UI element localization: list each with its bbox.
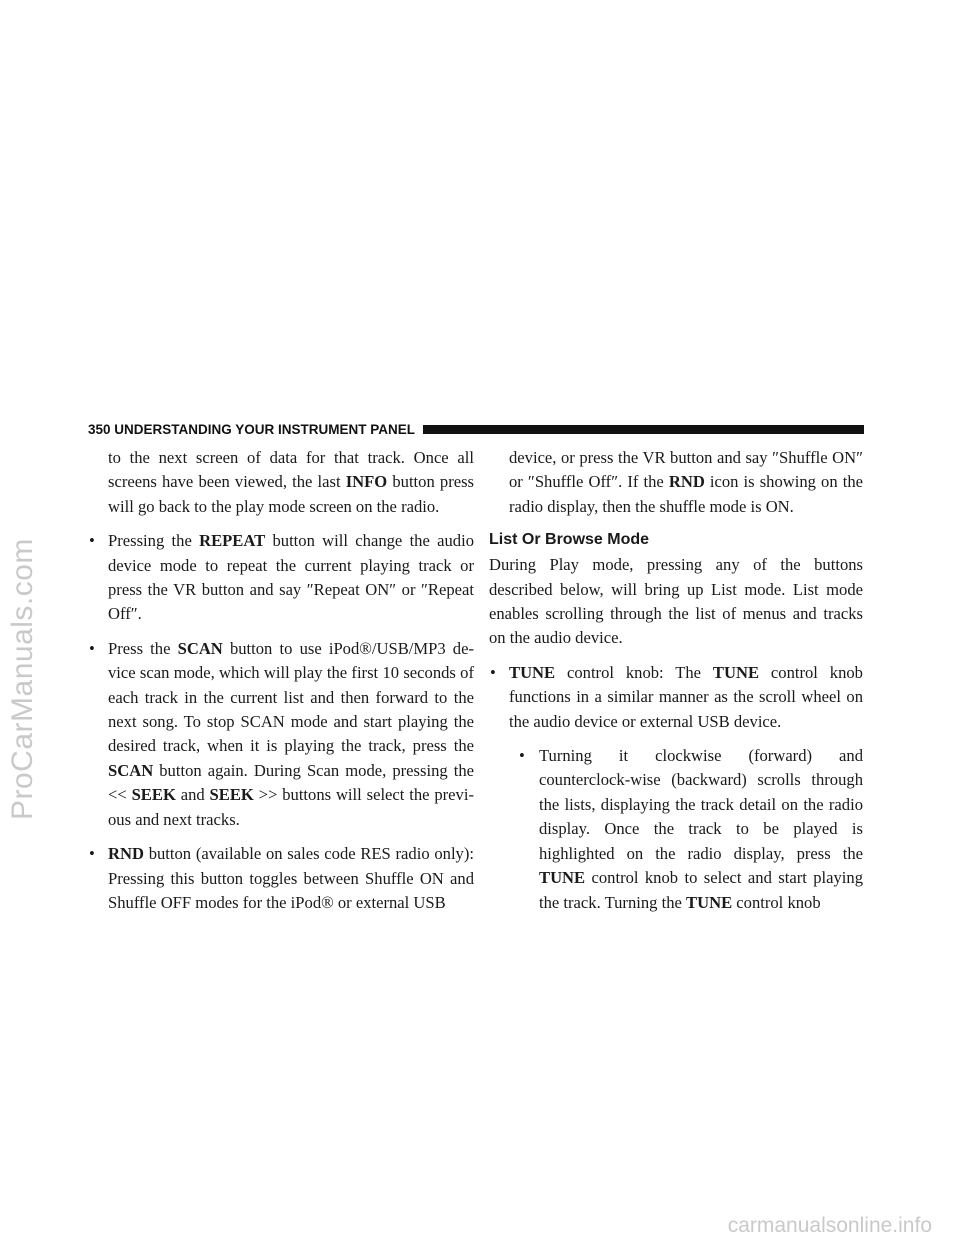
bullet-icon: •: [490, 662, 496, 682]
header-rule: [423, 425, 864, 434]
tune-bullet: • TUNE control knob: The TUNE control knob functions in a similar manner as the scroll wheel on the audio device or external USB device.: [490, 662, 863, 731]
page-header: [88, 418, 864, 440]
bullet-icon: •: [89, 638, 95, 658]
left-column: [88, 446, 474, 915]
list-browse-heading: List Or Browse Mode: [489, 531, 650, 549]
scan-bullet: • Press the SCAN button to use iPod®/USB/MP3 de-vice scan mode, which will play the first 10 seconds of each track in the current list and then forward to the next song. To stop SCAN mode and start playing the desired track, when it is playing the track, press the SCAN button again. During Scan mode, pressing the << SEEK and SEEK >> buttons will select the previ-ous and next tracks.: [89, 638, 474, 829]
right-column: [489, 446, 863, 915]
bullet-icon: •: [89, 531, 95, 551]
turning-sub-bullet: • Turning it clockwise (forward) and counterclock-wise (backward) scrolls through the lists, displaying the track detail on the radio display. Once the track to be played is highlighted on the radio display, press the TUNE control knob to select and start playing the track. Turning the TUNE control knob: [519, 746, 863, 912]
bullet-icon: •: [519, 746, 525, 766]
list-mode-paragraph: During Play mode, pressing any of the buttons described below, will bring up List mode. List mode enables scrolling through the list of menus and tracks on the audio device.: [489, 555, 863, 648]
rnd-continuation-paragraph: device, or press the VR button and say ″Shuffle ON″ or ″Shuffle Off″. If the RND icon is showing on the radio display, then the shuffle mode is ON.: [509, 448, 863, 516]
rnd-bullet: • RND button (available on sales code RES radio only): Pressing this button toggles between Shuffle ON and Shuffle OFF modes for the iPod® or external USB: [89, 844, 474, 912]
bullet-icon: •: [89, 844, 95, 864]
watermark-procarmanuals: ProCarManuals.com: [6, 538, 39, 820]
page-header-text: 350 UNDERSTANDING YOUR INSTRUMENT PANEL: [88, 421, 416, 437]
watermark-carmanualsonline: carmanualsonline.info: [727, 1214, 932, 1237]
info-continuation-paragraph: to the next screen of data for that track. Once all screens have been viewed, the last INFO button press will go back to the play mode screen on the radio.: [108, 448, 474, 516]
repeat-bullet: • Pressing the REPEAT button will change the audio device mode to repeat the current playing track or press the VR button and say ″Repeat ON″ or ″Repeat Off″.: [89, 531, 475, 624]
